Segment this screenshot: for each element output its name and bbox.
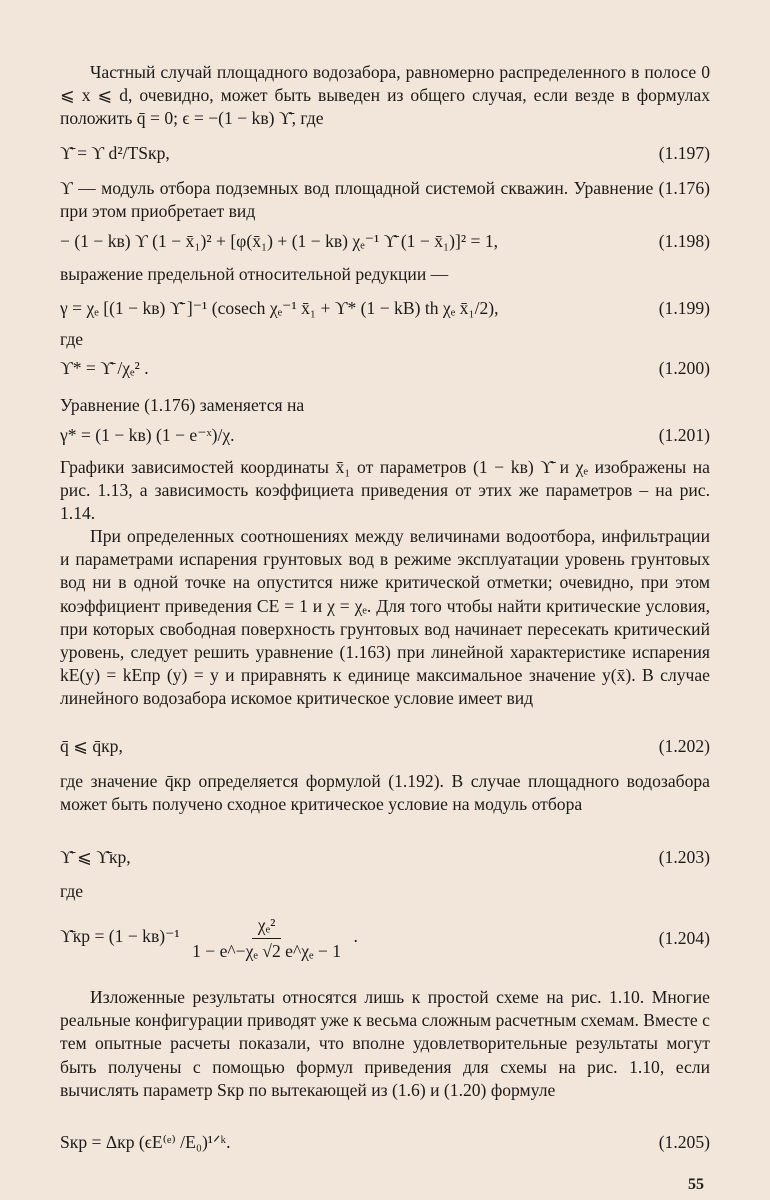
paragraph-graphs: Графики зависимостей координаты x̄₁ от параметров (1 − kв) ϒ̄ и χₑ изображены на рис. 1.13, а зависимость коэффициета приведения от этих же параметров – на рис. 1.14. bbox=[60, 457, 710, 524]
equation-1-205 bbox=[60, 1130, 710, 1154]
paragraph-intro: Частный случай площадного водозабора, равномерно распределенного в полосе 0 ⩽ x ⩽ d, очевидно, может быть выведен из общего случая, если везде в формулах положить q̄ = 0; ϵ = −(1 − kв) ϒ̄, где bbox=[60, 62, 710, 129]
paragraph-critical-conditions: При определенных соотношениях между величинами водоотбора, инфильтрации и параметрами испарения грунтовых вод в режиме эксплуатации уровень грунтовых вод ни в одной точке на опустится ниже критической отметки; очевидно, при этом коэффициент приведения CE = 1 и χ = χₑ. Для того чтобы найти критические условия, при которых свободная поверхность грунтовых вод начинает пересекать критический уровень, следует решить уравнение (1.163) при линейной характеристике испарения kE(y) = kEпр (y) = y и приравнять к единице максимальное значение y(x̄). В случае линейного водозабора искомое критическое условие имеет вид bbox=[60, 526, 710, 709]
equation-number: (1.197) bbox=[658, 143, 710, 163]
paragraph-qkr: где значение q̄кр определяется формулой (1.192). В случае площадного водозабора может быть получено сходное критическое условие на модуль отбора bbox=[60, 771, 710, 815]
equation-text: − (1 − kв) ϒ (1 − x̄₁)² + [φ(x̄₁) + (1 − kв) χₑ⁻¹ ϒ̄ (1 − x̄₁)]² = 1, bbox=[60, 231, 499, 251]
equation-text bbox=[60, 915, 358, 961]
equation-lhs: ϒ̄кр = (1 − kв)⁻¹ bbox=[60, 926, 180, 947]
equation-1-198 bbox=[60, 229, 710, 253]
equation-number: (1.202) bbox=[658, 736, 710, 756]
fraction-numerator: χₑ² bbox=[252, 915, 282, 939]
fraction-denominator: 1 − e^−χₑ √2 e^χₑ − 1 bbox=[192, 941, 342, 961]
paragraph-reduction: выражение предельной относительной редукции — bbox=[60, 264, 449, 284]
word-where-2: где bbox=[60, 881, 84, 901]
equation-text: ϒ̄ ⩽ ϒ̄кр, bbox=[60, 847, 131, 867]
equation-number: (1.201) bbox=[658, 425, 710, 445]
equation-1-199 bbox=[60, 296, 710, 320]
equation-text: q̄ ⩽ q̄кр, bbox=[60, 736, 123, 756]
equation-text: γ* = (1 − kв) (1 − e⁻ˣ)/χ. bbox=[60, 425, 235, 445]
equation-number: (1.200) bbox=[658, 358, 710, 378]
paragraph-upsilon-definition: ϒ — модуль отбора подземных вод площадной системой скважин. Уравнение (1.176) при этом приобретает вид bbox=[60, 178, 710, 222]
equation-number: (1.198) bbox=[658, 231, 710, 251]
equation-text: Sкр = Δкр (ϵE⁽ᵉ⁾ /E₀)¹ᐟᵏ. bbox=[60, 1132, 231, 1152]
equation-text: ϒ̄ = ϒ d²/TSкр, bbox=[60, 143, 170, 163]
equation-1-200 bbox=[60, 356, 710, 380]
equation-number: (1.205) bbox=[658, 1132, 710, 1152]
equation-tail: . bbox=[353, 926, 358, 947]
equation-number: (1.199) bbox=[658, 298, 710, 318]
fraction bbox=[192, 915, 341, 961]
equation-text: ϒ* = ϒ̄ /χₑ² . bbox=[60, 358, 149, 378]
equation-number: (1.203) bbox=[658, 847, 710, 867]
equation-1-197 bbox=[60, 141, 710, 165]
equation-1-204 bbox=[60, 915, 710, 961]
page-number: 55 bbox=[688, 1176, 704, 1193]
equation-number: (1.204) bbox=[658, 928, 710, 948]
equation-1-202 bbox=[60, 734, 710, 758]
paragraph-results: Изложенные результаты относятся лишь к простой схеме на рис. 1.10. Многие реальные конфигурации приводят уже к весьма сложным расчетным схемам. Вместе с тем опытные расчеты показали, что вполне удовлетворительные результаты могут быть получены с помощью формул приведения для схемы на рис. 1.10, если вычислять параметр Sкр по вытекающей из (1.6) и (1.20) формуле bbox=[60, 987, 710, 1100]
paragraph-replaced: Уравнение (1.176) заменяется на bbox=[60, 395, 305, 415]
equation-1-203 bbox=[60, 845, 710, 869]
equation-1-201 bbox=[60, 423, 710, 447]
equation-text: γ = χₑ [(1 − kв) ϒ̄ ]⁻¹ (cosech χₑ⁻¹ x̄₁ + ϒ* (1 − kB) th χₑ x̄₁/2), bbox=[60, 298, 499, 318]
word-where: где bbox=[60, 329, 84, 349]
